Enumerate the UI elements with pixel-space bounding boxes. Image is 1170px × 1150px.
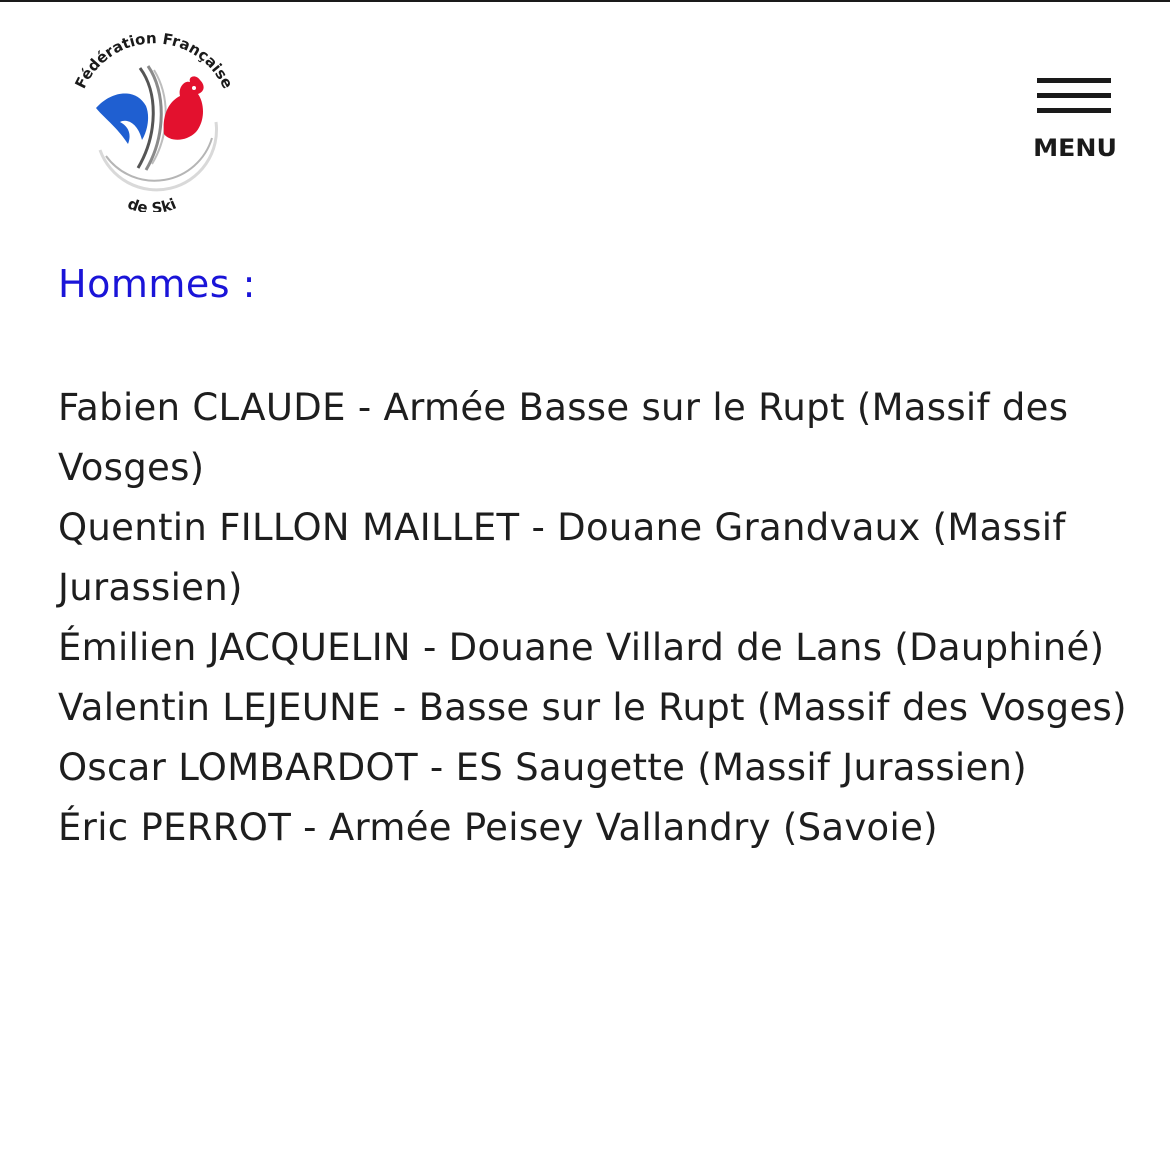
athlete-item: Émilien JACQUELIN - Douane Villard de Lans (Dauphiné) (58, 626, 1105, 669)
red-rooster-shape (164, 76, 204, 139)
athlete-item: Quentin FILLON MAILLET - Douane Grandvaux (Massif Jurassien) (58, 506, 1066, 609)
menu-button[interactable] (1030, 74, 1120, 166)
athlete-item: Éric PERROT - Armée Peisey Vallandry (Savoie) (58, 806, 938, 849)
section-heading-hommes: Hommes : (58, 262, 256, 306)
menu-label: MENU (1033, 134, 1117, 162)
logo-text-bottom: de Ski (125, 194, 179, 212)
logo-text-top: Fédération Française (71, 30, 237, 92)
hamburger-icon (1037, 78, 1111, 122)
blue-wave-shape (96, 93, 148, 144)
athlete-item: Oscar LOMBARDOT - ES Saugette (Massif Jurassien) (58, 746, 1028, 789)
athlete-list (58, 378, 1138, 858)
athlete-item: Fabien CLAUDE - Armée Basse sur le Rupt (Massif des Vosges) (58, 386, 1069, 489)
ffs-logo[interactable] (66, 30, 242, 212)
ffs-logo-graphic (66, 30, 242, 212)
top-border (0, 0, 1170, 2)
athlete-item: Valentin LEJEUNE - Basse sur le Rupt (Massif des Vosges) (58, 686, 1127, 729)
